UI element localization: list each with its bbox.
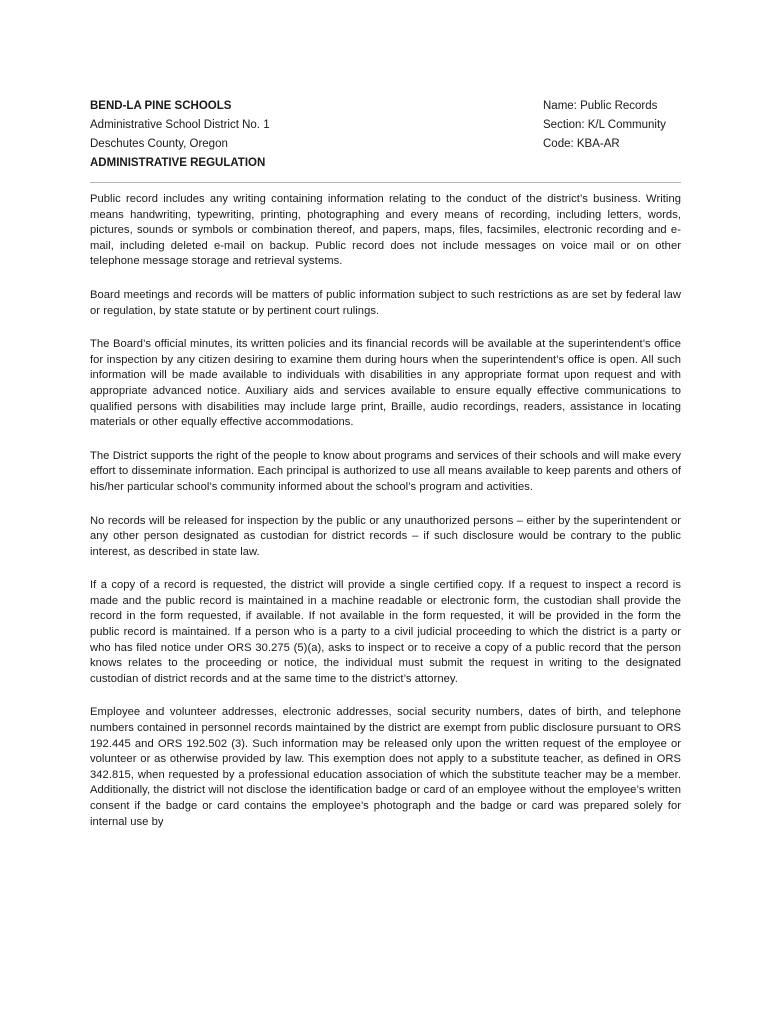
paragraph-board-meetings: Board meetings and records will be matters of public information subject to such restrictions as are set by federal law or regulation, by state statute or by pertinent court rulings. <box>90 288 681 317</box>
policy-section: Section: K/L Community <box>543 119 666 131</box>
document-header <box>90 97 681 171</box>
paragraph-official-minutes: The Board’s official minutes, its written policies and its financial records will be available at the superintendent’s office for inspection by any citizen desiring to examine them during hours when the superintendent’s office is open. All such information will be made available to individuals with disabilities in any appropriate format upon request and with appropriate advanced notice. Auxiliary aids and services available to ensure equally effective communications to qualified persons with disabilities may include large print, Braille, audio recordings, readers, assistance in locating materials or other equally effective accommodations. <box>90 338 681 429</box>
paragraph-right-to-know: The District supports the right of the people to know about programs and services of their schools and will make every effort to disseminate information. Each principal is authorized to use all means available to keep parents and others of his/her particular school’s community informed about the school’s program and activities. <box>90 449 681 493</box>
paragraph-employee-exemption: Employee and volunteer addresses, electronic addresses, social security numbers, dates of birth, and telephone numbers contained in personnel records maintained by the district are exempt from public disclosure pursuant to ORS 192.445 and ORS 192.502 (3). Such information may be released only upon the written request of the employee or volunteer or as otherwise provided by law. This exemption does not apply to a substitute teacher, as defined in ORS 342.815, when requested by a professional education association of which the substitute teacher may be a member. Additionally, the district will not disclose the identification badge or card of an employee without the employee’s written consent if the badge or card contains the employee’s photograph and the badge or card was prepared solely for internal use by <box>90 706 681 828</box>
district-name: Administrative School District No. 1 <box>90 119 270 131</box>
document-type: ADMINISTRATIVE REGULATION <box>90 157 266 169</box>
policy-name: Name: Public Records <box>543 100 658 112</box>
paragraph-records-release: No records will be released for inspection by the public or any unauthorized persons – either by the superintendent or any other person designated as custodian for district records – if such disclosure would be contrary to the public interest, as described in state law. <box>90 514 681 558</box>
paragraph-copy-request: If a copy of a record is requested, the district will provide a single certified copy. If a request to inspect a record is made and the public record is maintained in a machine readable or electronic form, the custodian shall provide the record in the form requested, if available. If not available in the form requested, it will be provided in the form the public record is maintained. If a person who is a party to a civil judicial proceeding to which the district is a party or who has filed notice under ORS 30.275 (5)(a), asks to inspect or to receive a copy of a public record that the person knows relates to the proceeding or notice, the individual must submit the request in writing to the designated custodian of district records and at the same time to the district’s attorney. <box>90 579 681 685</box>
header-left-block <box>90 97 430 173</box>
org-name: BEND-LA PINE SCHOOLS <box>90 100 232 112</box>
policy-code: Code: KBA-AR <box>543 138 620 150</box>
header-right-block <box>543 97 693 154</box>
header-divider <box>90 182 681 183</box>
county-name: Deschutes County, Oregon <box>90 138 228 150</box>
document-page <box>90 97 681 848</box>
document-body <box>90 192 681 830</box>
paragraph-public-record-definition: Public record includes any writing containing information relating to the conduct of the district’s business. Writing means handwriting, typewriting, printing, photographing and every means of recording, including letters, words, pictures, sounds or symbols or combination thereof, and papers, maps, files, facsimiles, electronic recording and e-mail, including deleted e-mail on backup. Public record does not include messages on voice mail or on other telephone message storage and retrieval systems. <box>90 193 681 268</box>
